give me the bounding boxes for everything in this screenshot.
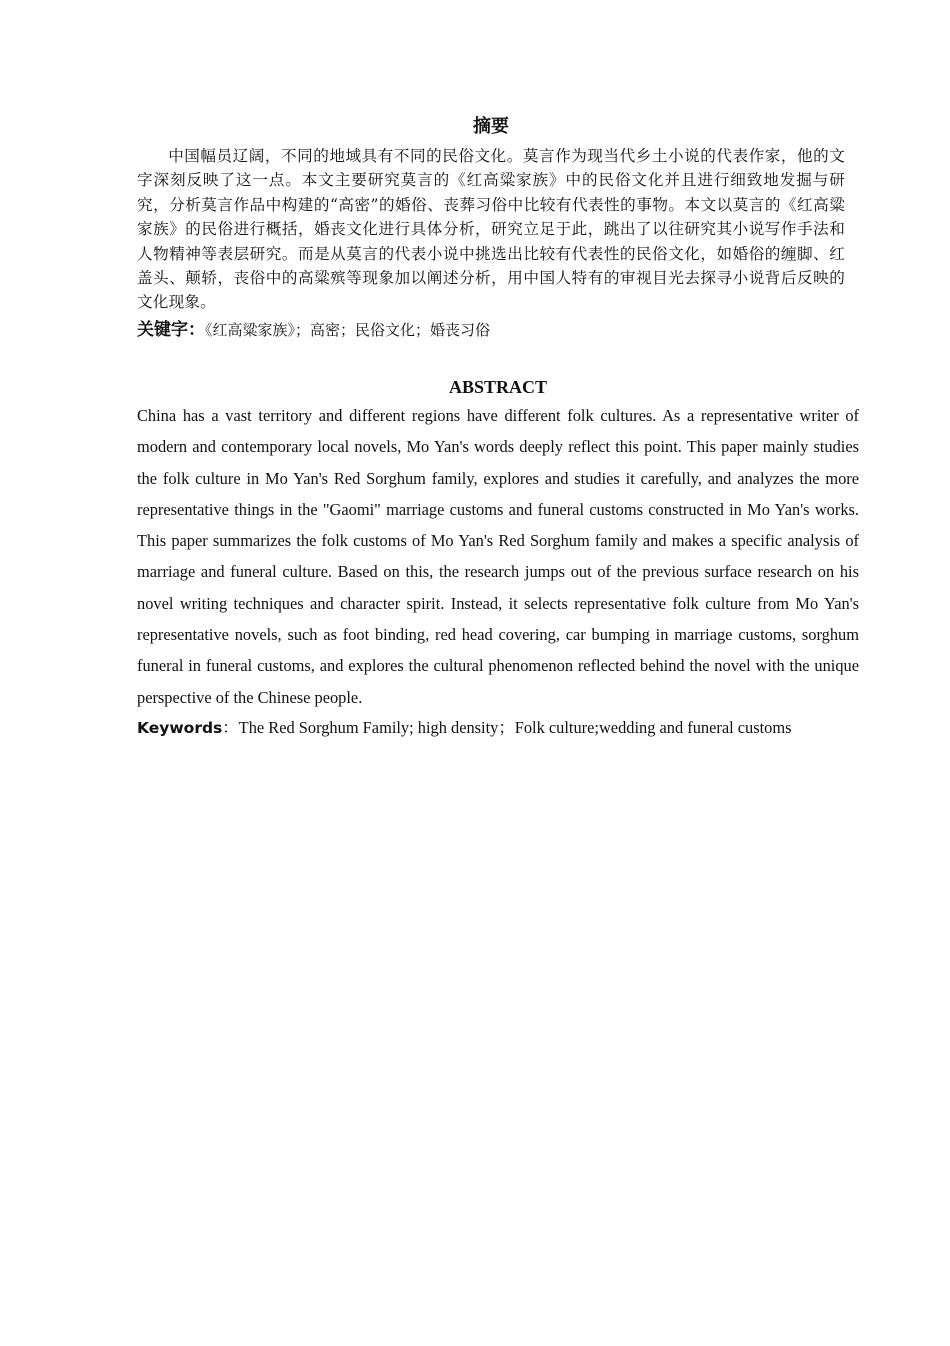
chinese-abstract-body: 中国幅员辽阔，不同的地域具有不同的民俗文化。莫言作为现当代乡土小说的代表作家，他的文字深刻反映了这一点。本文主要研究莫言的《红高粱家族》中的民俗文化并且进行细致地发掘与研究，分析莫言作品中构建的“高密”的婚俗、丧葬习俗中比较有代表性的事物。本文以莫言的《红高粱家族》的民俗进行概括，婚丧文化进行具体分析，研究立足于此，跳出了以往研究其小说写作手法和人物精神等表层研究。而是从莫言的代表小说中挑选出比较有代表性的民俗文化，如婚俗的缠脚、红盖头、颠轿，丧俗中的高粱殡等现象加以阐述分析，用中国人特有的审视目光去探寻小说背后反映的文化现象。 <box>137 147 845 312</box>
chinese-keywords-label: 关键字： <box>137 319 205 340</box>
english-abstract-section <box>137 374 859 743</box>
english-abstract-body: China has a vast territory and different regions have different folk cultures. As a representative writer of modern and contemporary local novels, Mo Yan's words deeply reflect this point. This paper mainly studies the folk culture in Mo Yan's Red Sorghum family, explores and studies it carefully, and analyzes the more representative things in the "Gaomi" marriage customs and funeral customs constructed in Mo Yan's works. This paper summarizes the folk customs of Mo Yan's Red Sorghum family and makes a specific analysis of marriage and funeral culture. Based on this, the research jumps out of the previous surface research on his novel writing techniques and character spirit. Instead, it selects representative folk culture from Mo Yan's representative novels, such as foot binding, red head covering, car bumping in marriage customs, sorghum funeral in funeral customs, and explores the cultural phenomenon reflected behind the novel with the unique perspective of the Chinese people. <box>137 406 859 707</box>
chinese-keywords <box>137 317 845 343</box>
english-keywords-label: Keywords <box>137 718 223 737</box>
chinese-abstract-title: 摘要 <box>473 116 509 137</box>
chinese-keywords-text: 《红高粱家族》；高密；民俗文化；婚丧习俗 <box>205 320 491 339</box>
english-abstract-title: ABSTRACT <box>448 377 548 397</box>
english-keywords <box>137 713 859 743</box>
english-keywords-text: ：The Red Sorghum Family; high density；Folk culture;wedding and funeral customs <box>222 717 792 737</box>
chinese-abstract-section <box>137 114 845 343</box>
